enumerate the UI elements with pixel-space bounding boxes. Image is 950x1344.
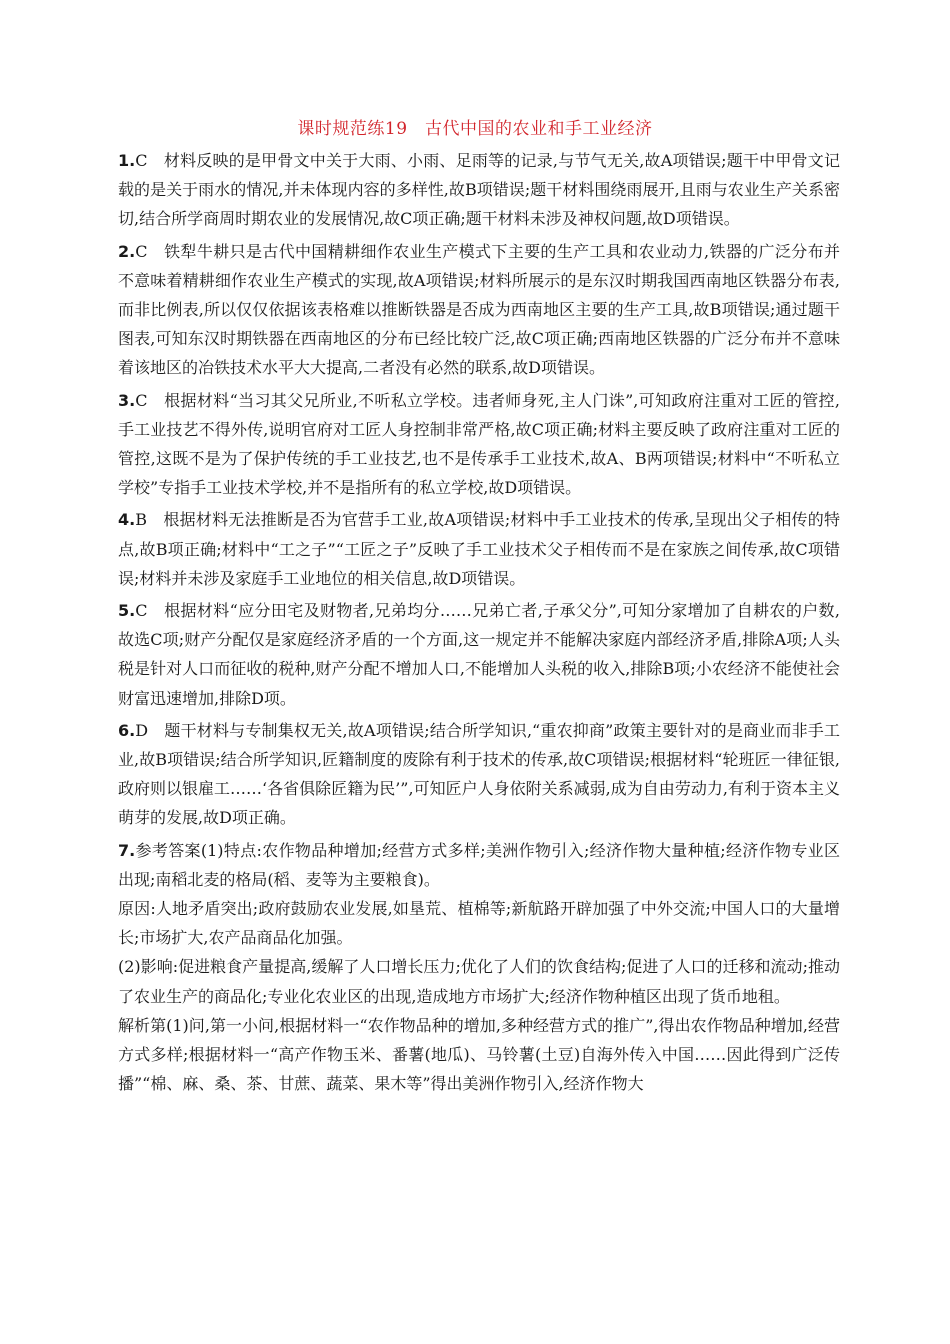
answer-item-4	[118, 505, 840, 593]
analysis-paragraph: 解析第(1)问,第一小问,根据材料一“农作物品种的增加,多种经营方式的推广”,得出农作物品种增加,经营方式多样;根据材料一“高产作物玉米、番薯(地瓜)、马铃薯(土豆)自海外传入中国……因此得到广泛传播”“棉、麻、桑、茶、甘蔗、蔬菜、果木等”得出美洲作物引入,经济作物大	[118, 1015, 840, 1094]
answer-item-1	[118, 146, 840, 234]
item-number: 3.	[118, 390, 136, 410]
item-number: 7.	[118, 840, 136, 860]
page-title: 课时规范练19 古代中国的农业和手工业经济	[297, 119, 653, 139]
item-text: 参考答案(1)特点:农作物品种增加;经营方式多样;美洲作物引入;经济作物大量种植;经济作物专业区出现;南稻北麦的格局(稻、麦等为主要粮食)。	[118, 840, 840, 889]
item-number: 2.	[118, 241, 136, 261]
impact-paragraph: (2)影响:促进粮食产量提高,缓解了人口增长压力;优化了人们的饮食结构;促进了人口的迁移和流动;推动了农业生产的商品化;专业化农业区的出现,造成地方市场扩大;经济作物种植区出现了货币地租。	[118, 957, 840, 1006]
item-number: 4.	[118, 510, 136, 530]
answer-item-3	[118, 386, 840, 503]
item-text: D 题干材料与专制集权无关,故A项错误;结合所学知识,“重农抑商”政策主要针对的是商业而非手工业,故B项错误;结合所学知识,匠籍制度的废除有利于技术的传承,故C项错误;根据材料“轮班匠一律征银,政府则以银雇工……‘各省俱除匠籍为民’”,可知匠户人身依附关系减弱,成为自由劳动力,有利于资本主义萌芽的发展,故D项正确。	[118, 720, 840, 828]
item-text: C 根据材料“应分田宅及财物者,兄弟均分……兄弟亡者,子承父分”,可知分家增加了自耕农的户数,故选C项;财产分配仅是家庭经济矛盾的一个方面,这一规定并不能解决家庭内部经济矛盾,排除A项;人头税是针对人口而征收的税种,财产分配不增加人口,不能增加人头税的收入,排除B项;小农经济不能使社会财富迅速增加,排除D项。	[118, 601, 840, 708]
answer-item-6	[118, 716, 840, 833]
item-number: 5.	[118, 601, 136, 621]
item-text: B 根据材料无法推断是否为官营手工业,故A项错误;材料中手工业技术的传承,呈现出父子相传的特点,故B项正确;材料中“工之子”“工匠之子”反映了手工业技术父子相传而不是在家族之间传承,故C项错误;材料并未涉及家庭手工业地位的相关信息,故D项错误。	[118, 510, 840, 588]
answer-content	[118, 146, 840, 1099]
answer-item-7	[118, 836, 840, 894]
item-text: C 根据材料“当习其父兄所业,不听私立学校。违者师身死,主人门诛”,可知政府注重对工匠的管控,手工业技艺不得外传,说明官府对工匠人身控制非常严格,故C项正确;材料主要反映了政府注重对工匠的管控,这既不是为了保护传统的手工业技艺,也不是传承手工业技术,故A、B两项错误;材料中“不听私立学校”专指手工业技术学校,并不是指所有的私立学校,故D项错误。	[118, 390, 840, 498]
item-text: C 材料反映的是甲骨文中关于大雨、小雨、足雨等的记录,与节气无关,故A项错误;题干中甲骨文记载的是关于雨水的情况,并未体现内容的多样性,故B项错误;题干材料围绕雨展开,且雨与农业生产关系密切,结合所学商周时期农业的发展情况,故C项正确;题干材料未涉及神权问题,故D项错误。	[118, 151, 840, 229]
answer-item-2	[118, 237, 840, 383]
item-number: 1.	[118, 151, 136, 170]
item-number: 6.	[118, 720, 136, 740]
item-text: C 铁犁牛耕只是古代中国精耕细作农业生产模式下主要的生产工具和农业动力,铁器的广泛分布并不意味着精耕细作农业生产模式的实现,故A项错误;材料所展示的是东汉时期我国西南地区铁器分布表,而非比例表,所以仅仅依据该表格难以推断铁器是否成为西南地区主要的生产工具,故B项错误;通过题干图表,可知东汉时期铁器在西南地区的分布已经比较广泛,故C项正确;西南地区铁器的广泛分布并不意味着该地区的冶铁技术水平大大提高,二者没有必然的联系,故D项错误。	[118, 241, 840, 378]
answer-item-5	[118, 596, 840, 713]
reasons-paragraph: 原因:人地矛盾突出;政府鼓励农业发展,如垦荒、植棉等;新航路开辟加强了中外交流;中国人口的大量增长;市场扩大,农产品商品化加强。	[118, 899, 840, 948]
